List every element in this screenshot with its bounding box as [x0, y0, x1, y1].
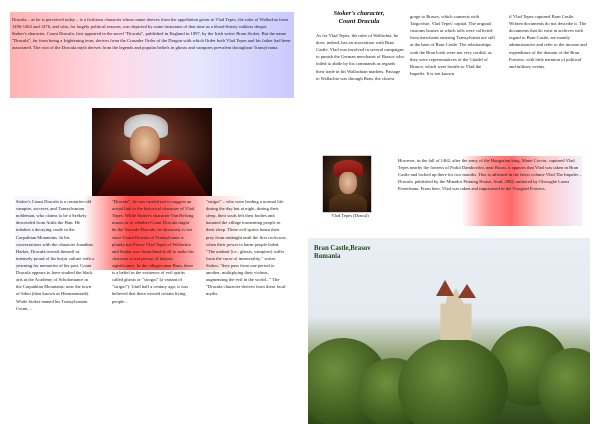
intro-text	[12, 16, 294, 52]
right-column-2: gorge to Brasov, which connects with Targoviste, Vlad Tepes' capital. The original customs houses at which tolls were collected from merchants entering Transylvania are still at the base of Bran Castle. The relationships with the Bran lords were not very cordial, as they were representatives of the Citadel of Brasov, which were hostile to Vlad the Impaler. It is not known	[410, 14, 495, 76]
dracula-film-photo	[92, 108, 212, 196]
intro-paragraph-2: Stoker's character, Count Dracula, first appeared in the novel "Dracula", published in England in 1897, by the Irish writer Bram Stoker. But the name "Dracula", far from being a frightening term, derives from the Crusader Order of the Dragon with which Order both Vlad Tepes and his father had been associated. The root of the Dracula myth derives from the legends and popular beliefs in ghosts and vampires prevalent throughout Transylvania.	[12, 31, 291, 51]
left-column-1: Stoker's Count Dracula is a centuries-old vampire, sorcerer, and Transylvanian nobleman, who claims to be a Székely descended from Attila the Hun. He inhabits a decaying castle in the Carpathian Mountains. In his conversations with the character Jonathan Harker, Dracula reveals himself as intensely proud of his boyar culture with a yearning for memories of his past. Count Dracula appears to have studied the black arts at the Academy of Scholomance in the Carpathian Mountains, near the town of Sibiu (then known as Hermannstadt). While Stoker named his Transylvanian Count ...	[16, 199, 94, 311]
left-column-2: "Dracula", he was careful not to suggest an actual link to the historical character of Vlad Tepes. While Stoker's character Van Helsing muses as to whether Count Dracula might be the Voivode Dracula, he obviously is not since Count Dracula of Transylvania is plainly not Prince Vlad Tepes of Wallachia and Stoker was disinclined at all to make his character a real person of historic significance. In the villages near Bran, there is a belief in the existence of evil spirits called ghosts or "strogoi" (a variant of "strigoi"). Until half a century ago, it was believed that there existed certain living people –	[112, 199, 194, 304]
middle-paragraph: However, in the fall of 1462, after the army of the Hungarian king, Matei Corvin, captured Vlad Tepes nearby the fortress of Podul Dambovitei, near Rucar, it appears that Vlad was taken in Bran Castle and locked up there for two months. This is affirmed in the latest volume Vlad The Impaler – Dracula, published by the Minador Printing House, Arad, 2002, authored by Gheorghe Lazea Poenileanu. From here, Vlad was taken and imprisoned in the Visegrad Fortress.	[398, 158, 582, 192]
portrait-caption: Vlad Tepes (Dracul)	[331, 213, 369, 218]
vlad-tepes-portrait	[322, 155, 372, 213]
section-heading	[316, 10, 402, 26]
heading-line-1: Stoker's character,	[333, 10, 385, 17]
intro-paragraph-1: Dracula – as he is perceived today – is a fictitious character whose name derives from the appellation given to Vlad Tepes, the ruler of Wallachia from 1456-1462 and 1476, and who, for largely political reasons, was depicted by some historians of that time as a blood-thirsty ruthless despot.	[12, 17, 288, 30]
photo-caption-line-2: Romania	[314, 253, 341, 261]
photo-caption	[314, 245, 434, 262]
right-column-1: As for Vlad Tepes, the ruler of Wallachia, he does, indeed, has an association with Bran Castle. Vlad was involved in several campaigns to punish the German merchants of Brasov who failed to abide by his commands as regards their trade in his Wallachian markets. Passage to Wallachia was through Bran, the closest	[316, 33, 404, 81]
heading-line-2: Count Dracula	[338, 17, 380, 25]
bran-castle-photo	[308, 238, 590, 424]
photo-caption-line-1: Bran Castle,Brasov	[314, 245, 371, 252]
left-column-3: "strigoi" – who were leading a normal life during the day but at night, during their sleep, their souls left their bodies and haunted the village tormenting people in their sleep. These evil spirits haunt their prey from midnight until the first cockcrow, when their power to harm people faded. "The undead [i.e., ghosts, vampires] suffer from the curse of immortality," writes Stoker, "they pass from one period to another, multiplying their victims, augmenting the evil in the world..." The "Dracula character derives from these local myths.	[206, 199, 287, 297]
right-column-3: if Vlad Tepes captured Bran Castle. Written documents do not describe it. The documents that do exist in archives with regard to Bran Castle, are mainly administrative and refer to the income and expenditure of the domain of the Bran Fortress, with little mention of political and military events.	[509, 14, 587, 69]
